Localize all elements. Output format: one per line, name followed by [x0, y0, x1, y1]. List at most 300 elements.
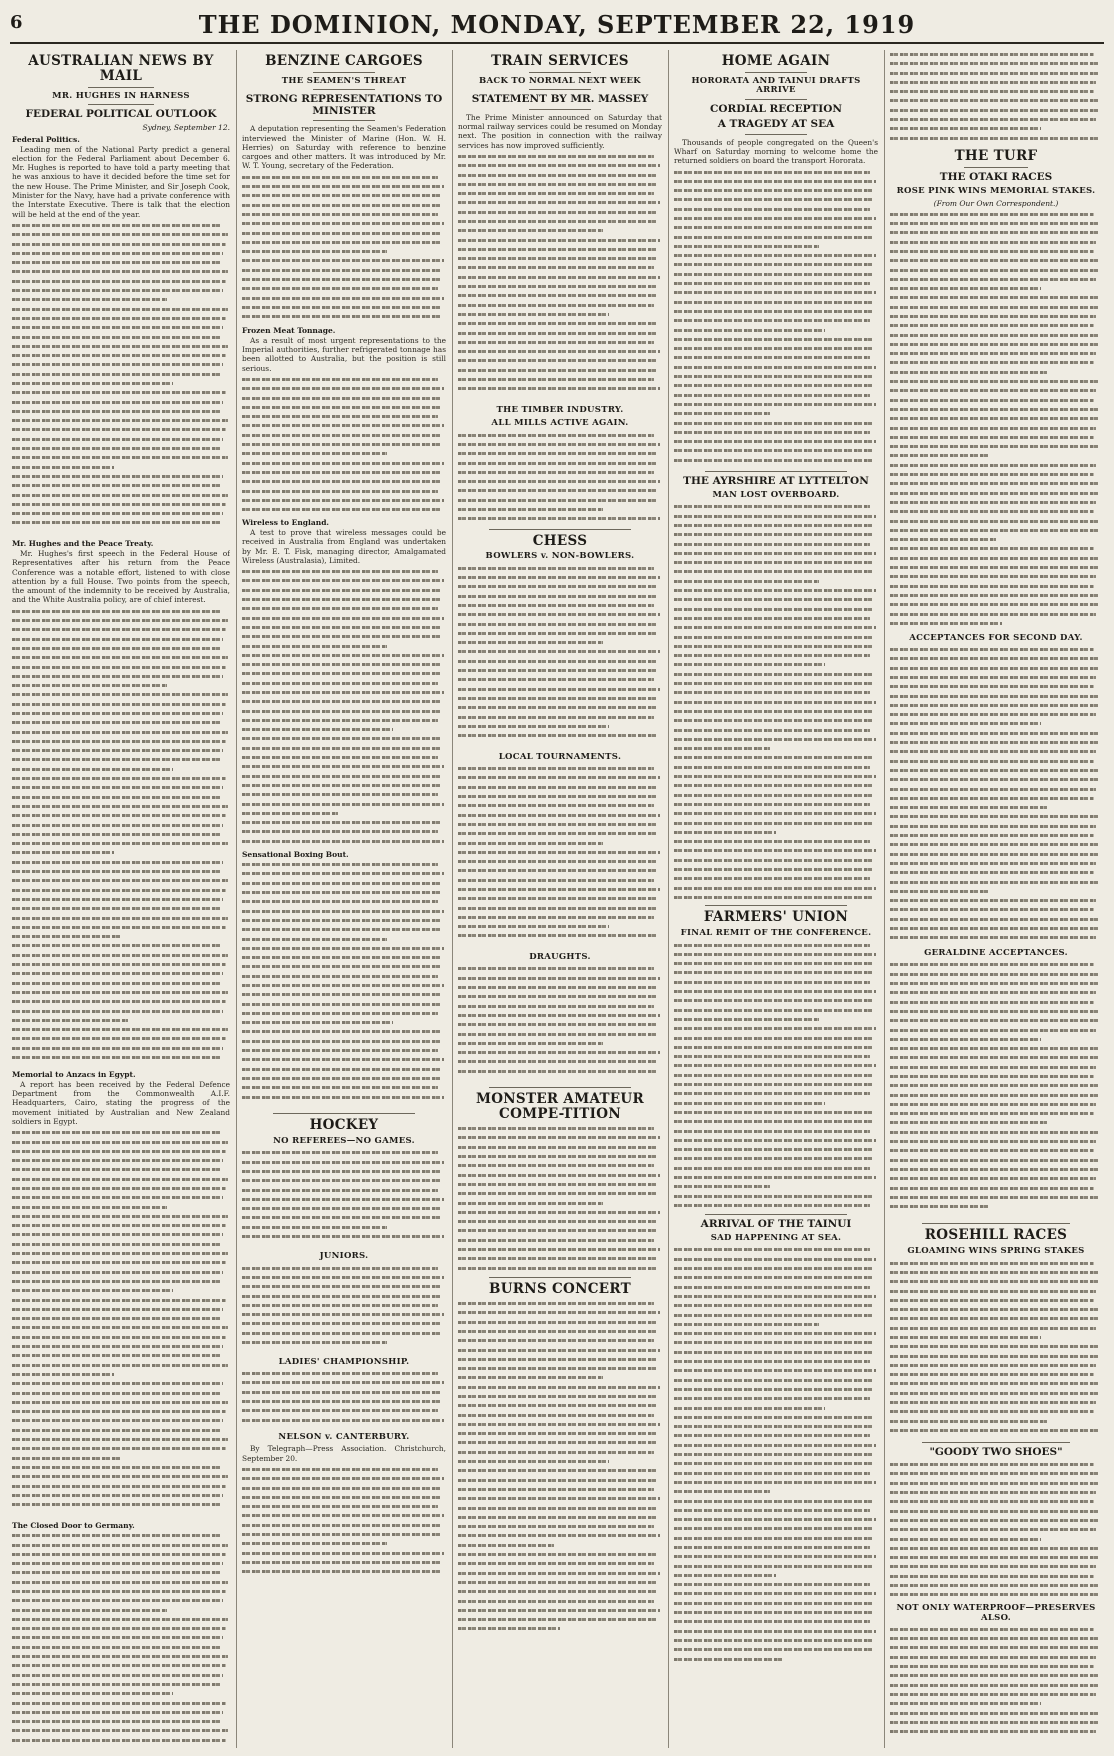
- text-line: [890, 470, 1102, 479]
- text-line: [12, 1680, 230, 1689]
- text-line: [674, 428, 878, 437]
- text-line: [12, 1314, 230, 1323]
- text-line: [242, 303, 446, 312]
- text-line: [890, 1525, 1102, 1534]
- text-line: [890, 1417, 1102, 1426]
- text-line: [458, 1513, 662, 1522]
- text-line: [458, 161, 662, 170]
- text-line: [458, 773, 662, 782]
- text-line: [890, 1081, 1102, 1090]
- text-line: [458, 1161, 662, 1170]
- text-line: [890, 1398, 1102, 1407]
- text-line: [242, 888, 446, 897]
- text-line: [12, 1624, 230, 1633]
- text-line: [242, 201, 446, 210]
- divider: [745, 72, 806, 73]
- text-line: [890, 747, 1102, 756]
- text-line: [12, 1482, 230, 1491]
- text-line: [458, 610, 662, 619]
- text-line: [674, 372, 878, 381]
- text-line: [458, 1466, 662, 1475]
- article-heading: ROSEHILL RACES: [924, 1227, 1068, 1244]
- article-paragraph: By Telegraph—Press Association. Christchurch, September 20.: [242, 1444, 446, 1463]
- text-line: [674, 884, 878, 893]
- text-line: [12, 895, 230, 904]
- text-line: [12, 500, 230, 509]
- text-line: [458, 857, 662, 866]
- column-benzine-cargoes: [242, 50, 446, 1748]
- text-line: [890, 1407, 1102, 1416]
- text-line: [890, 442, 1102, 451]
- text-line: [242, 818, 446, 827]
- text-line: [674, 1543, 878, 1552]
- text-line: [12, 1249, 230, 1258]
- text-line: [242, 1416, 446, 1425]
- text-line: [890, 1572, 1102, 1581]
- text-line: [12, 672, 230, 681]
- text-line: [12, 997, 230, 1006]
- text-line: [458, 384, 662, 393]
- text-line: [242, 477, 446, 486]
- text-line: [890, 682, 1102, 691]
- text-line: [12, 351, 230, 360]
- text-line: [674, 456, 878, 465]
- text-line: [674, 381, 878, 390]
- text-line: [12, 886, 230, 895]
- divider: [88, 104, 153, 105]
- text-line: [674, 996, 878, 1005]
- article-heading: THE TURF: [954, 148, 1038, 164]
- text-line: [458, 866, 662, 875]
- text-line: [12, 1230, 230, 1239]
- text-line: [890, 998, 1102, 1007]
- text-line: [242, 907, 446, 916]
- text-line: [242, 394, 446, 403]
- text-line: [12, 951, 230, 960]
- text-line: [890, 331, 1102, 340]
- text-line: [674, 1301, 878, 1310]
- text-line: [674, 1052, 878, 1061]
- text-line: [12, 1212, 230, 1221]
- text-line: [458, 1401, 662, 1410]
- text-line: [674, 1127, 878, 1136]
- text-line: [458, 1124, 662, 1133]
- text-line: [458, 1318, 662, 1327]
- text-line: [458, 1569, 662, 1578]
- article-subheading: SAD HAPPENING AT SEA.: [710, 1233, 842, 1244]
- text-line: [674, 1283, 878, 1292]
- article-body-text: [242, 375, 446, 515]
- text-line: [674, 242, 878, 251]
- text-line: [674, 288, 878, 297]
- text-line: [890, 1063, 1102, 1072]
- text-line: [890, 386, 1102, 395]
- divider: [529, 109, 590, 110]
- article-heading: FARMERS' UNION: [703, 909, 849, 926]
- text-line: [458, 582, 662, 591]
- text-line: [890, 1016, 1102, 1025]
- text-line: [674, 614, 878, 623]
- text-line: [458, 254, 662, 263]
- text-line: [890, 979, 1102, 988]
- text-line: [458, 1143, 662, 1152]
- text-line: [458, 675, 662, 684]
- text-line: [458, 1039, 662, 1048]
- text-line: [458, 1597, 662, 1606]
- text-line: [12, 1007, 230, 1016]
- text-line: [458, 922, 662, 931]
- text-line: [12, 858, 230, 867]
- text-line: [890, 451, 1102, 460]
- text-line: [890, 228, 1102, 237]
- text-line: [242, 679, 446, 688]
- text-line: [890, 1544, 1102, 1553]
- text-line: [458, 1254, 662, 1263]
- article-body-text: [12, 1128, 230, 1518]
- text-line: [890, 1053, 1102, 1062]
- text-line: [242, 707, 446, 716]
- paragraph-subhead: Federal Politics.: [12, 134, 80, 144]
- text-line: [674, 1589, 878, 1598]
- text-line: [674, 1255, 878, 1264]
- text-line: [458, 964, 662, 973]
- text-line: [674, 763, 878, 772]
- text-line: [890, 1516, 1102, 1525]
- text-line: [674, 512, 878, 521]
- text-line: [242, 1310, 446, 1319]
- text-line: [458, 477, 662, 486]
- text-line: [458, 1364, 662, 1373]
- text-line: [242, 753, 446, 762]
- text-line: [242, 1204, 446, 1213]
- text-line: [890, 1091, 1102, 1100]
- section-heading: ROSE PINK WINS MEMORIAL STAKES.: [896, 186, 1096, 197]
- text-line: [674, 809, 878, 818]
- text-line: [12, 635, 230, 644]
- text-line: [674, 1655, 878, 1664]
- text-line: [242, 688, 446, 697]
- text-line: [890, 405, 1102, 414]
- text-line: [12, 240, 230, 249]
- text-line: [458, 811, 662, 820]
- text-line: [458, 820, 662, 829]
- divider: [705, 905, 848, 906]
- article-body-text: [242, 1369, 446, 1429]
- text-line: [674, 335, 878, 344]
- text-line: [458, 301, 662, 310]
- section-heading: FEDERAL POLITICAL OUTLOOK: [25, 108, 217, 121]
- text-line: [674, 419, 878, 428]
- text-line: [674, 1515, 878, 1524]
- text-line: [242, 1539, 446, 1548]
- text-line: [890, 1128, 1102, 1137]
- divider: [489, 1087, 632, 1088]
- text-line: [458, 1336, 662, 1345]
- text-line: [890, 915, 1102, 924]
- text-line: [242, 642, 446, 651]
- text-line: [458, 1208, 662, 1217]
- text-line: [242, 953, 446, 962]
- text-line: [12, 1699, 230, 1708]
- text-line: [12, 1053, 230, 1062]
- text-line: [242, 790, 446, 799]
- text-line: [242, 487, 446, 496]
- text-line: [12, 960, 230, 969]
- text-line: [242, 468, 446, 477]
- text-line: [242, 1083, 446, 1092]
- text-line: [242, 1388, 446, 1397]
- text-line: [242, 1264, 446, 1273]
- text-line: [890, 1146, 1102, 1155]
- text-line: [458, 1346, 662, 1355]
- section-heading: JUNIORS.: [319, 1251, 369, 1262]
- article-subheading: MAN LOST OVERBOARD.: [712, 490, 840, 501]
- text-line: [458, 829, 662, 838]
- column-divider: [236, 50, 237, 1748]
- section-heading: THE TIMBER INDUSTRY.: [496, 404, 624, 415]
- text-line: [242, 1167, 446, 1176]
- text-line: [458, 1624, 662, 1633]
- text-line: [458, 1494, 662, 1503]
- text-line: [12, 295, 230, 304]
- article-body-text: [458, 1299, 662, 1639]
- text-line: [242, 1065, 446, 1074]
- text-line: [890, 247, 1102, 256]
- text-line: [458, 1411, 662, 1420]
- divider: [313, 72, 374, 73]
- text-line: [674, 679, 878, 688]
- text-line: [890, 1268, 1102, 1277]
- text-line: [242, 440, 446, 449]
- text-line: [674, 874, 878, 883]
- text-line: [12, 286, 230, 295]
- article-body-text: [890, 1460, 1102, 1600]
- text-line: [12, 663, 230, 672]
- text-line: [890, 1497, 1102, 1506]
- text-line: [674, 270, 878, 279]
- dateline: Sydney, September 12.: [142, 122, 230, 132]
- text-line: [12, 1708, 230, 1717]
- text-line: [890, 1488, 1102, 1497]
- text-line: [242, 897, 446, 906]
- text-line: [674, 521, 878, 530]
- text-line: [674, 670, 878, 679]
- text-line: [458, 1236, 662, 1245]
- text-line: [674, 186, 878, 195]
- text-line: [890, 610, 1102, 619]
- text-line: [12, 379, 230, 388]
- text-line: [890, 887, 1102, 896]
- text-line: [890, 582, 1102, 591]
- text-line: [12, 360, 230, 369]
- text-line: [890, 1479, 1102, 1488]
- text-line: [890, 878, 1102, 887]
- text-line: [242, 403, 446, 412]
- text-line: [458, 694, 662, 703]
- text-line: [890, 1460, 1102, 1469]
- text-line: [674, 214, 878, 223]
- article-paragraph: As a result of most urgent representations to the Imperial authorities, further refrigerated tonnage has been allotted to Australia, but the position is still serious.: [242, 335, 446, 373]
- text-line: [674, 1431, 878, 1440]
- text-line: [674, 837, 878, 846]
- text-line: [890, 692, 1102, 701]
- text-line: [890, 572, 1102, 581]
- text-line: [890, 896, 1102, 905]
- text-line: [674, 1450, 878, 1459]
- text-line: [12, 1258, 230, 1267]
- text-line: [458, 1438, 662, 1447]
- text-line: [890, 1634, 1102, 1643]
- text-line: [12, 1500, 230, 1509]
- text-line: [12, 1435, 230, 1444]
- text-line: [890, 1379, 1102, 1388]
- text-line: [674, 1201, 878, 1210]
- text-line: [12, 491, 230, 500]
- text-line: [458, 1522, 662, 1531]
- text-line: [458, 310, 662, 319]
- text-line: [12, 1661, 230, 1670]
- text-line: [674, 1024, 878, 1033]
- article-paragraph: Thousands of people congregated on the Queen's Wharf on Saturday morning to welcome home the returned soldiers on board the transport Hororata.: [674, 137, 878, 166]
- text-line: [890, 1590, 1102, 1599]
- text-line: [242, 375, 446, 384]
- text-line: [242, 623, 446, 632]
- text-line: [890, 69, 1102, 78]
- text-line: [12, 398, 230, 407]
- text-line: [890, 1333, 1102, 1342]
- text-line: [12, 783, 230, 792]
- text-line: [674, 1164, 878, 1173]
- text-line: [890, 619, 1102, 628]
- article-subheading: NO REFEREES—NO GAMES.: [273, 1135, 415, 1146]
- text-line: [890, 1174, 1102, 1183]
- article-heading: AUSTRALIAN NEWS BY MAIL: [28, 53, 214, 84]
- text-line: [890, 1156, 1102, 1165]
- text-line: [458, 236, 662, 245]
- text-line: [242, 1232, 446, 1241]
- text-line: [674, 1617, 878, 1626]
- text-line: [674, 307, 878, 316]
- text-line: [12, 1407, 230, 1416]
- text-line: [458, 713, 662, 722]
- text-line: [242, 266, 446, 275]
- text-line: [458, 1133, 662, 1142]
- text-line: [674, 446, 878, 455]
- text-line: [12, 653, 230, 662]
- text-line: [458, 1392, 662, 1401]
- article-body-text: [242, 1264, 446, 1354]
- text-line: [242, 972, 446, 981]
- text-line: [890, 498, 1102, 507]
- article-heading: ARRIVAL OF THE TAINUI: [700, 1217, 852, 1230]
- text-line: [458, 1226, 662, 1235]
- text-line: [674, 791, 878, 800]
- text-line: [458, 1020, 662, 1029]
- text-line: [458, 647, 662, 656]
- article-subheading: GLOAMING WINS SPRING STAKES: [907, 1246, 1085, 1257]
- text-line: [890, 1305, 1102, 1314]
- text-line: [12, 463, 230, 472]
- text-line: [458, 657, 662, 666]
- text-line: [12, 1736, 230, 1745]
- text-line: [12, 509, 230, 518]
- text-line: [458, 1541, 662, 1550]
- text-line: [12, 737, 230, 746]
- divider: [922, 1223, 1070, 1224]
- text-line: [12, 1587, 230, 1596]
- text-line: [674, 177, 878, 186]
- text-line: [890, 1699, 1102, 1708]
- text-line: [674, 1108, 878, 1117]
- text-line: [242, 669, 446, 678]
- text-line: [242, 1195, 446, 1204]
- text-line: [242, 725, 446, 734]
- text-line: [242, 459, 446, 468]
- text-line: [242, 586, 446, 595]
- text-line: [674, 437, 878, 446]
- article-body-text: [674, 502, 878, 902]
- text-line: [12, 1398, 230, 1407]
- text-line: [12, 821, 230, 830]
- text-line: [12, 1633, 230, 1642]
- text-line: [242, 1558, 446, 1567]
- article-heading: HOCKEY: [309, 1117, 379, 1134]
- text-line: [242, 772, 446, 781]
- text-line: [458, 894, 662, 903]
- text-line: [674, 1636, 878, 1645]
- text-line: [12, 407, 230, 416]
- text-line: [12, 700, 230, 709]
- text-line: [674, 1357, 878, 1366]
- column-divider: [452, 50, 453, 1748]
- text-line: [12, 1351, 230, 1360]
- dateline: (From Our Own Correspondent.): [933, 198, 1059, 208]
- article-subheading: THE OTAKI RACES: [939, 170, 1053, 183]
- text-line: [242, 1406, 446, 1415]
- text-line: [890, 766, 1102, 775]
- text-line: [242, 505, 446, 514]
- text-line: [458, 1264, 662, 1273]
- text-line: [890, 1426, 1102, 1435]
- text-line: [12, 1184, 230, 1193]
- text-line: [674, 205, 878, 214]
- text-line: [12, 425, 230, 434]
- text-line: [674, 1645, 878, 1654]
- text-line: [12, 1568, 230, 1577]
- text-line: [458, 375, 662, 384]
- text-line: [242, 229, 446, 238]
- text-line: [12, 1333, 230, 1342]
- section-heading: GERALDINE ACCEPTANCES.: [924, 948, 1068, 959]
- text-line: [674, 1404, 878, 1413]
- article-paragraph: The Prime Minister announced on Saturday that normal railway services could be resumed on Monday next. The position in connection with the railway services has now improved sufficiently.: [458, 112, 662, 150]
- text-line: [674, 1311, 878, 1320]
- text-line: [890, 1352, 1102, 1361]
- text-line: [674, 586, 878, 595]
- text-line: [674, 1099, 878, 1108]
- text-line: [12, 1034, 230, 1043]
- paragraph-subhead: Sensational Boxing Bout.: [242, 850, 349, 860]
- article-subheading: FINAL REMIT OF THE CONFERENCE.: [680, 928, 872, 939]
- column-the-turf: [890, 50, 1102, 1748]
- text-line: [12, 1689, 230, 1698]
- article-body-text: [458, 964, 662, 1084]
- text-line: [458, 801, 662, 810]
- text-line: [890, 124, 1102, 133]
- text-line: [458, 764, 662, 773]
- divider: [313, 89, 374, 90]
- text-line: [674, 744, 878, 753]
